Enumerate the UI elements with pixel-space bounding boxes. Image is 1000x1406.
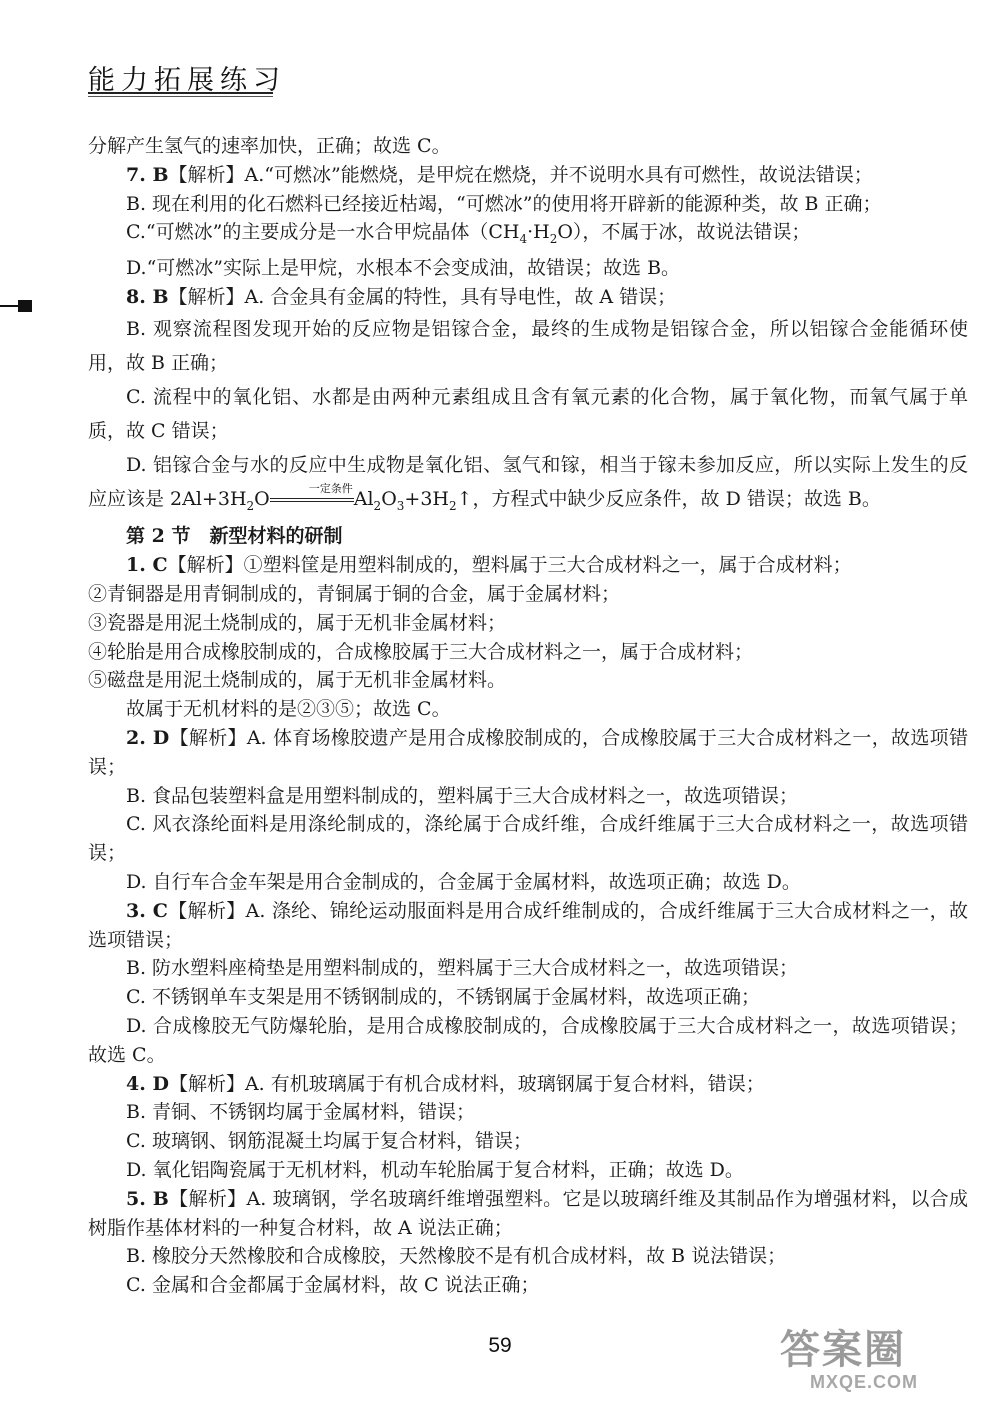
paragraph: B. 青铜、不锈钢均属于金属材料，错误； — [126, 1101, 476, 1124]
paragraph: ③瓷器是用泥土烧制成的，属于无机非金属材料； — [88, 611, 507, 634]
question-s2: 2. D【解析】A. 体育场橡胶遗产是用合成橡胶制成的，合成橡胶属于三大合成材料之一，故选项错误； — [88, 726, 968, 778]
paragraph: C.“可燃冰”的主要成分是一水合甲烷晶体$(CH_4\cdot H_2O)$，不属于冰，故说法错误； — [126, 221, 811, 247]
paragraph: B. 橡胶分天然橡胶和合成橡胶，天然橡胶不是有机合成材料，故 B 说法错误； — [126, 1245, 787, 1268]
header-title: 能力拓展练习 — [88, 65, 286, 96]
paragraph: B. 观察流程图发现开始的反应物是铝镓合金，最终的生成物是铝镓合金，所以铝镓合金能循环使用，故 B 正确； — [88, 317, 968, 374]
header-rule-thin — [88, 96, 273, 97]
watermark-logo — [780, 1318, 990, 1398]
question-s3: 3. C【解析】A. 涤纶、锦纶运动服面料是用合成纤维制成的，合成纤维属于三大合成材料之一，故选项错误； — [88, 899, 968, 951]
paragraph: 分解产生氢气的速率加快，正确；故选 C。 — [88, 135, 451, 157]
paragraph: ⑤磁盘是用泥土烧制成的，属于无机非金属材料。 — [88, 669, 507, 692]
question-s4: 4. D【解析】A. 有机玻璃属于有机合成材料，玻璃钢属于复合材料，错误； — [126, 1072, 765, 1095]
paragraph: B. 食品包装塑料盒是用塑料制成的，塑料属于三大合成材料之一，故选项错误； — [126, 784, 799, 807]
paragraph: C. 不锈钢单车支架是用不锈钢制成的，不锈钢属于金属材料，故选项正确； — [126, 986, 760, 1009]
paragraph: C. 金属和合金都属于金属材料，故 C 说法正确； — [126, 1274, 540, 1297]
paragraph: D. 铝镓合金与水的反应中生成物是氧化铝、氢气和镓，相当于镓未参加反应，所以实际上发生的反应应该是 $2Al+3H_2O$ 一定条件 $Al_2O_3+3H_2↑$，方程式中缺少反应条件，故 D 错误；故选 B。 — [88, 453, 968, 513]
question-s5: 5. B【解析】A. 玻璃钢，学名玻璃纤维增强塑料。它是以玻璃纤维及其制品作为增强材料，以合成树脂作基体材料的一种复合材料，故 A 说法正确； — [88, 1187, 968, 1239]
question-7: 7. B【解析】A.“可燃冰”能燃烧，是甲烷在燃烧，并不说明水具有可燃性，故说法错误； — [126, 163, 873, 186]
paragraph: 故属于无机材料的是②③⑤；故选 C。 — [126, 698, 451, 721]
header-rule — [88, 92, 273, 94]
question-8: 8. B【解析】A. 合金具有金属的特性，具有导电性，故 A 错误； — [126, 285, 677, 308]
paragraph: D.“可燃冰”实际上是甲烷，水根本不会变成油，故错误；故选 B。 — [126, 256, 681, 279]
reaction-condition: 一定条件 — [270, 491, 354, 509]
paragraph: D. 氧化铝陶瓷属于无机材料，机动车轮胎属于复合材料，正确；故选 D。 — [126, 1158, 744, 1181]
paragraph: C. 流程中的氧化铝、水都是由两种元素组成且含有氧元素的化合物，属于氧化物，而氧气属于单质，故 C 错误； — [88, 385, 968, 442]
answer-content — [88, 132, 968, 1300]
paragraph: B. 现在利用的化石燃料已经接近枯竭，“可燃冰”的使用将开辟新的能源种类，故 B 正确； — [126, 192, 882, 215]
paragraph: ④轮胎是用合成橡胶制成的，合成橡胶属于三大合成材料之一，属于合成材料； — [88, 640, 754, 663]
chemical-equation: $2Al+3H_2O$ 一定条件 $Al_2O_3+3H_2↑$ — [170, 481, 473, 513]
watermark-url: MXQE.COM — [810, 1372, 919, 1392]
paragraph: ②青铜器是用青铜制成的，青铜属于铜的合金，属于金属材料； — [88, 582, 621, 605]
watermark-text: 答案圈 — [780, 1328, 906, 1372]
page-number: 59 — [488, 1334, 512, 1357]
paragraph: C. 玻璃钢、钢筋混凝土均属于复合材料，错误； — [126, 1130, 532, 1153]
section-title: 第 2 节 新型材料的研制 — [126, 525, 343, 548]
paragraph: C. 风衣涤纶面料是用涤纶制成的，涤纶属于合成纤维，合成纤维属于三大合成材料之一，故选项错误； — [88, 813, 968, 865]
paragraph: D. 合成橡胶无气防爆轮胎，是用合成橡胶制成的，合成橡胶属于三大合成材料之一，故选项错误；故选 C。 — [88, 1014, 968, 1066]
paragraph: D. 自行车合金车架是用合金制成的，合金属于金属材料，故选项正确；故选 D。 — [126, 870, 801, 893]
question-s1: 1. C【解析】①塑料筐是用塑料制成的，塑料属于三大合成材料之一，属于合成材料； — [126, 554, 852, 577]
thumb-index-mark-icon — [0, 298, 34, 314]
paragraph: B. 防水塑料座椅垫是用塑料制成的，塑料属于三大合成材料之一，故选项错误； — [126, 957, 799, 980]
